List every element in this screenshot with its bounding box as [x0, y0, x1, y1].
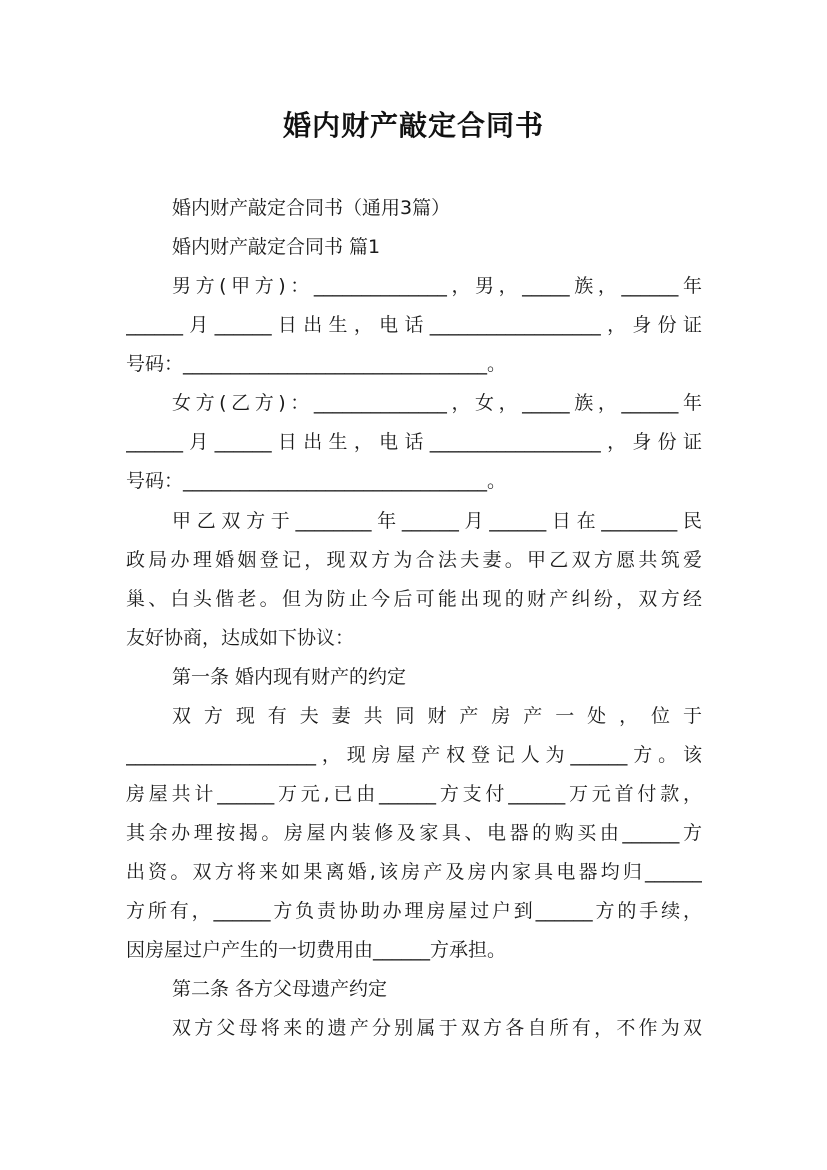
- paragraph-line: 方所有，______方负责协助办理房屋过户到______方的手续，: [126, 900, 702, 922]
- article-heading: 第二条 各方父母遗产约定: [172, 978, 388, 1000]
- paragraph-line: 号码：________________________________。: [126, 470, 507, 492]
- paragraph-line: 房屋共计______万元,已由______方支付______万元首付款，: [126, 783, 702, 805]
- paragraph-line: 友好协商，达成如下协议：: [126, 627, 355, 649]
- paragraph-line: 甲乙双方于________年______月______日在________民: [172, 510, 702, 532]
- paragraph-line: ______月______日出生，电话__________________，身份证: [126, 314, 702, 336]
- subtitle-line: 婚内财产敲定合同书（通用3篇）: [172, 197, 451, 219]
- paragraph-line: 其余办理按揭。房屋内装修及家具、电器的购买由______方: [126, 822, 702, 844]
- paragraph-line: ____________________，现房屋产权登记人为______方。该: [126, 744, 702, 766]
- paragraph-line: 巢、白头偕老。但为防止今后可能出现的财产纠纷，双方经: [126, 588, 702, 610]
- document-title: 婚内财产敲定合同书: [282, 109, 544, 142]
- paragraph-line: 政局办理婚姻登记，现双方为合法夫妻。甲乙双方愿共筑爱: [126, 549, 702, 571]
- paragraph-line: 因房屋过户产生的一切费用由______方承担。: [126, 939, 507, 961]
- paragraph-line: 男方(甲方)：______________，男，_____族，______年: [172, 275, 702, 297]
- paragraph-line: ______月______日出生，电话__________________，身份证: [126, 431, 702, 453]
- paragraph-line: 双方父母将来的遗产分别属于双方各自所有，不作为双: [172, 1017, 702, 1039]
- paragraph-line: 双方现有夫妻共同财产房产一处，位于: [172, 705, 702, 727]
- paragraph-line: 女方(乙方)：______________，女，_____族，______年: [172, 392, 702, 414]
- article-heading: 第一条 婚内现有财产的约定: [172, 666, 407, 688]
- paragraph-line: 出资。双方将来如果离婚,该房产及房内家具电器均归______: [126, 861, 702, 883]
- paragraph-line: 号码：________________________________。: [126, 353, 507, 375]
- section-heading: 婚内财产敲定合同书 篇1: [172, 236, 381, 258]
